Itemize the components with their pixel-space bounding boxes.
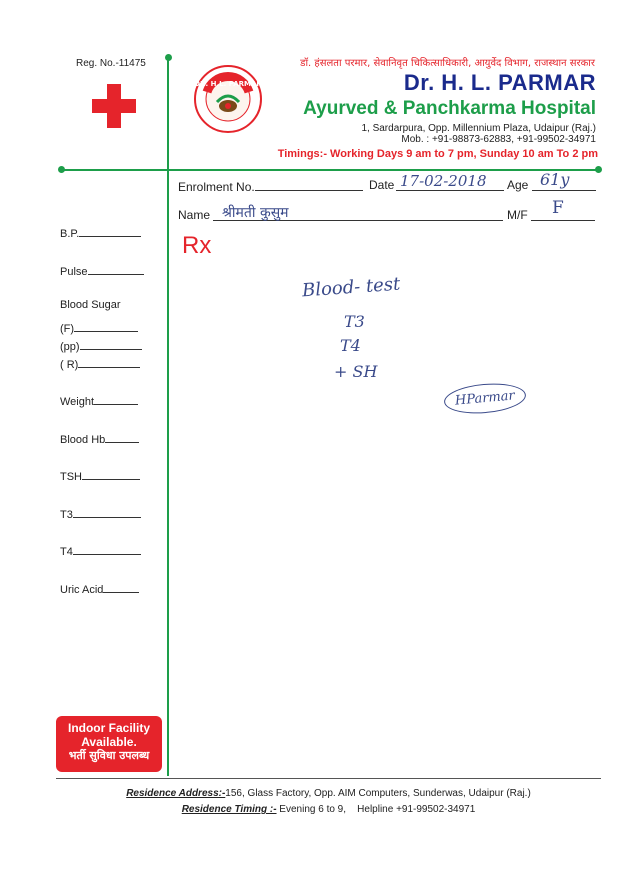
residence-address xyxy=(60,788,597,799)
sidebar-field-blood-sugar: Blood Sugar xyxy=(60,299,121,311)
residence-timing xyxy=(60,804,597,815)
prescription-line: + SH xyxy=(334,362,378,381)
badge-line-hindi: भर्ती सुविधा उपलब्ध xyxy=(68,749,150,762)
name-value: श्रीमती कुसुम xyxy=(222,205,289,221)
prescription-line: T3 xyxy=(344,312,365,331)
age-value: 61y xyxy=(540,170,570,189)
sidebar-field-pp: (pp) xyxy=(60,337,142,353)
divider-dot xyxy=(58,166,65,173)
mf-value: F xyxy=(552,198,564,218)
date-label: Date xyxy=(369,178,395,192)
sidebar-field-f: (F) xyxy=(60,319,138,335)
badge-line: Indoor Facility xyxy=(67,721,150,735)
divider-dot xyxy=(595,166,602,173)
registration-number: Reg. No.-11475 xyxy=(76,58,146,69)
doctor-signature: HParmar xyxy=(443,380,527,416)
hospital-name: Ayurved & Panchkarma Hospital xyxy=(303,98,596,119)
hospital-logo xyxy=(193,64,263,134)
sidebar-field-pulse: Pulse xyxy=(60,262,144,278)
sidebar-field-bp: B.P. xyxy=(60,224,141,240)
sidebar-field-uric-acid: Uric Acid xyxy=(60,580,139,596)
name-label: Name xyxy=(178,208,211,222)
hospital-address: 1, Sardarpura, Opp. Millennium Plaza, Udaipur (Raj.) xyxy=(361,123,596,134)
horizontal-divider xyxy=(62,169,598,171)
residence-address-label: Residence Address:- xyxy=(126,788,226,799)
prescription-line: T4 xyxy=(340,336,361,355)
divider-dot xyxy=(165,54,172,61)
badge-line: Available. xyxy=(81,735,137,749)
date-field xyxy=(369,178,394,192)
hospital-mobile: Mob. : +91-98873-62883, +91-99502-34971 xyxy=(401,134,596,145)
residence-address-value: 156, Glass Factory, Opp. AIM Computers, Sunderwas, Udaipur (Raj.) xyxy=(225,788,531,799)
sidebar-field-weight: Weight xyxy=(60,392,138,408)
age-label: Age xyxy=(507,178,529,192)
hospital-timings: Timings:- Working Days 9 am to 7 pm, Sunday 10 am To 2 pm xyxy=(277,148,598,160)
vertical-divider xyxy=(167,58,169,776)
date-value: 17-02-2018 xyxy=(400,172,487,190)
sidebar-field-t4: T4 xyxy=(60,542,141,558)
residence-timing-value: Evening 6 to 9, xyxy=(276,804,347,815)
red-cross-icon xyxy=(92,84,136,128)
sidebar-field-tsh: TSH xyxy=(60,467,140,483)
rx-symbol: Rx xyxy=(182,232,212,259)
indoor-facility-badge xyxy=(56,716,162,772)
hindi-credential-line: डॉ. हंसलता परमार, सेवानिवृत चिकित्साधिकारी, आयुर्वेद विभाग, राजस्थान सरकार xyxy=(300,58,595,69)
sidebar-field-t3: T3 xyxy=(60,505,141,521)
residence-timing-label: Residence Timing :- xyxy=(181,804,277,815)
logo-text: DR. H.L. PARMAR xyxy=(194,80,262,88)
sidebar-field-blood-hb: Blood Hb xyxy=(60,430,139,446)
enrolment-field xyxy=(178,178,363,194)
prescription-line: Blood- test xyxy=(301,273,401,302)
enrolment-label: Enrolment No. xyxy=(178,180,255,194)
mf-label: M/F xyxy=(507,208,528,222)
footer-divider xyxy=(56,778,601,779)
helpline: Helpline +91-99502-34971 xyxy=(357,804,476,815)
sidebar-field-r: ( R) xyxy=(60,355,140,371)
doctor-name: Dr. H. L. PARMAR xyxy=(403,70,596,95)
